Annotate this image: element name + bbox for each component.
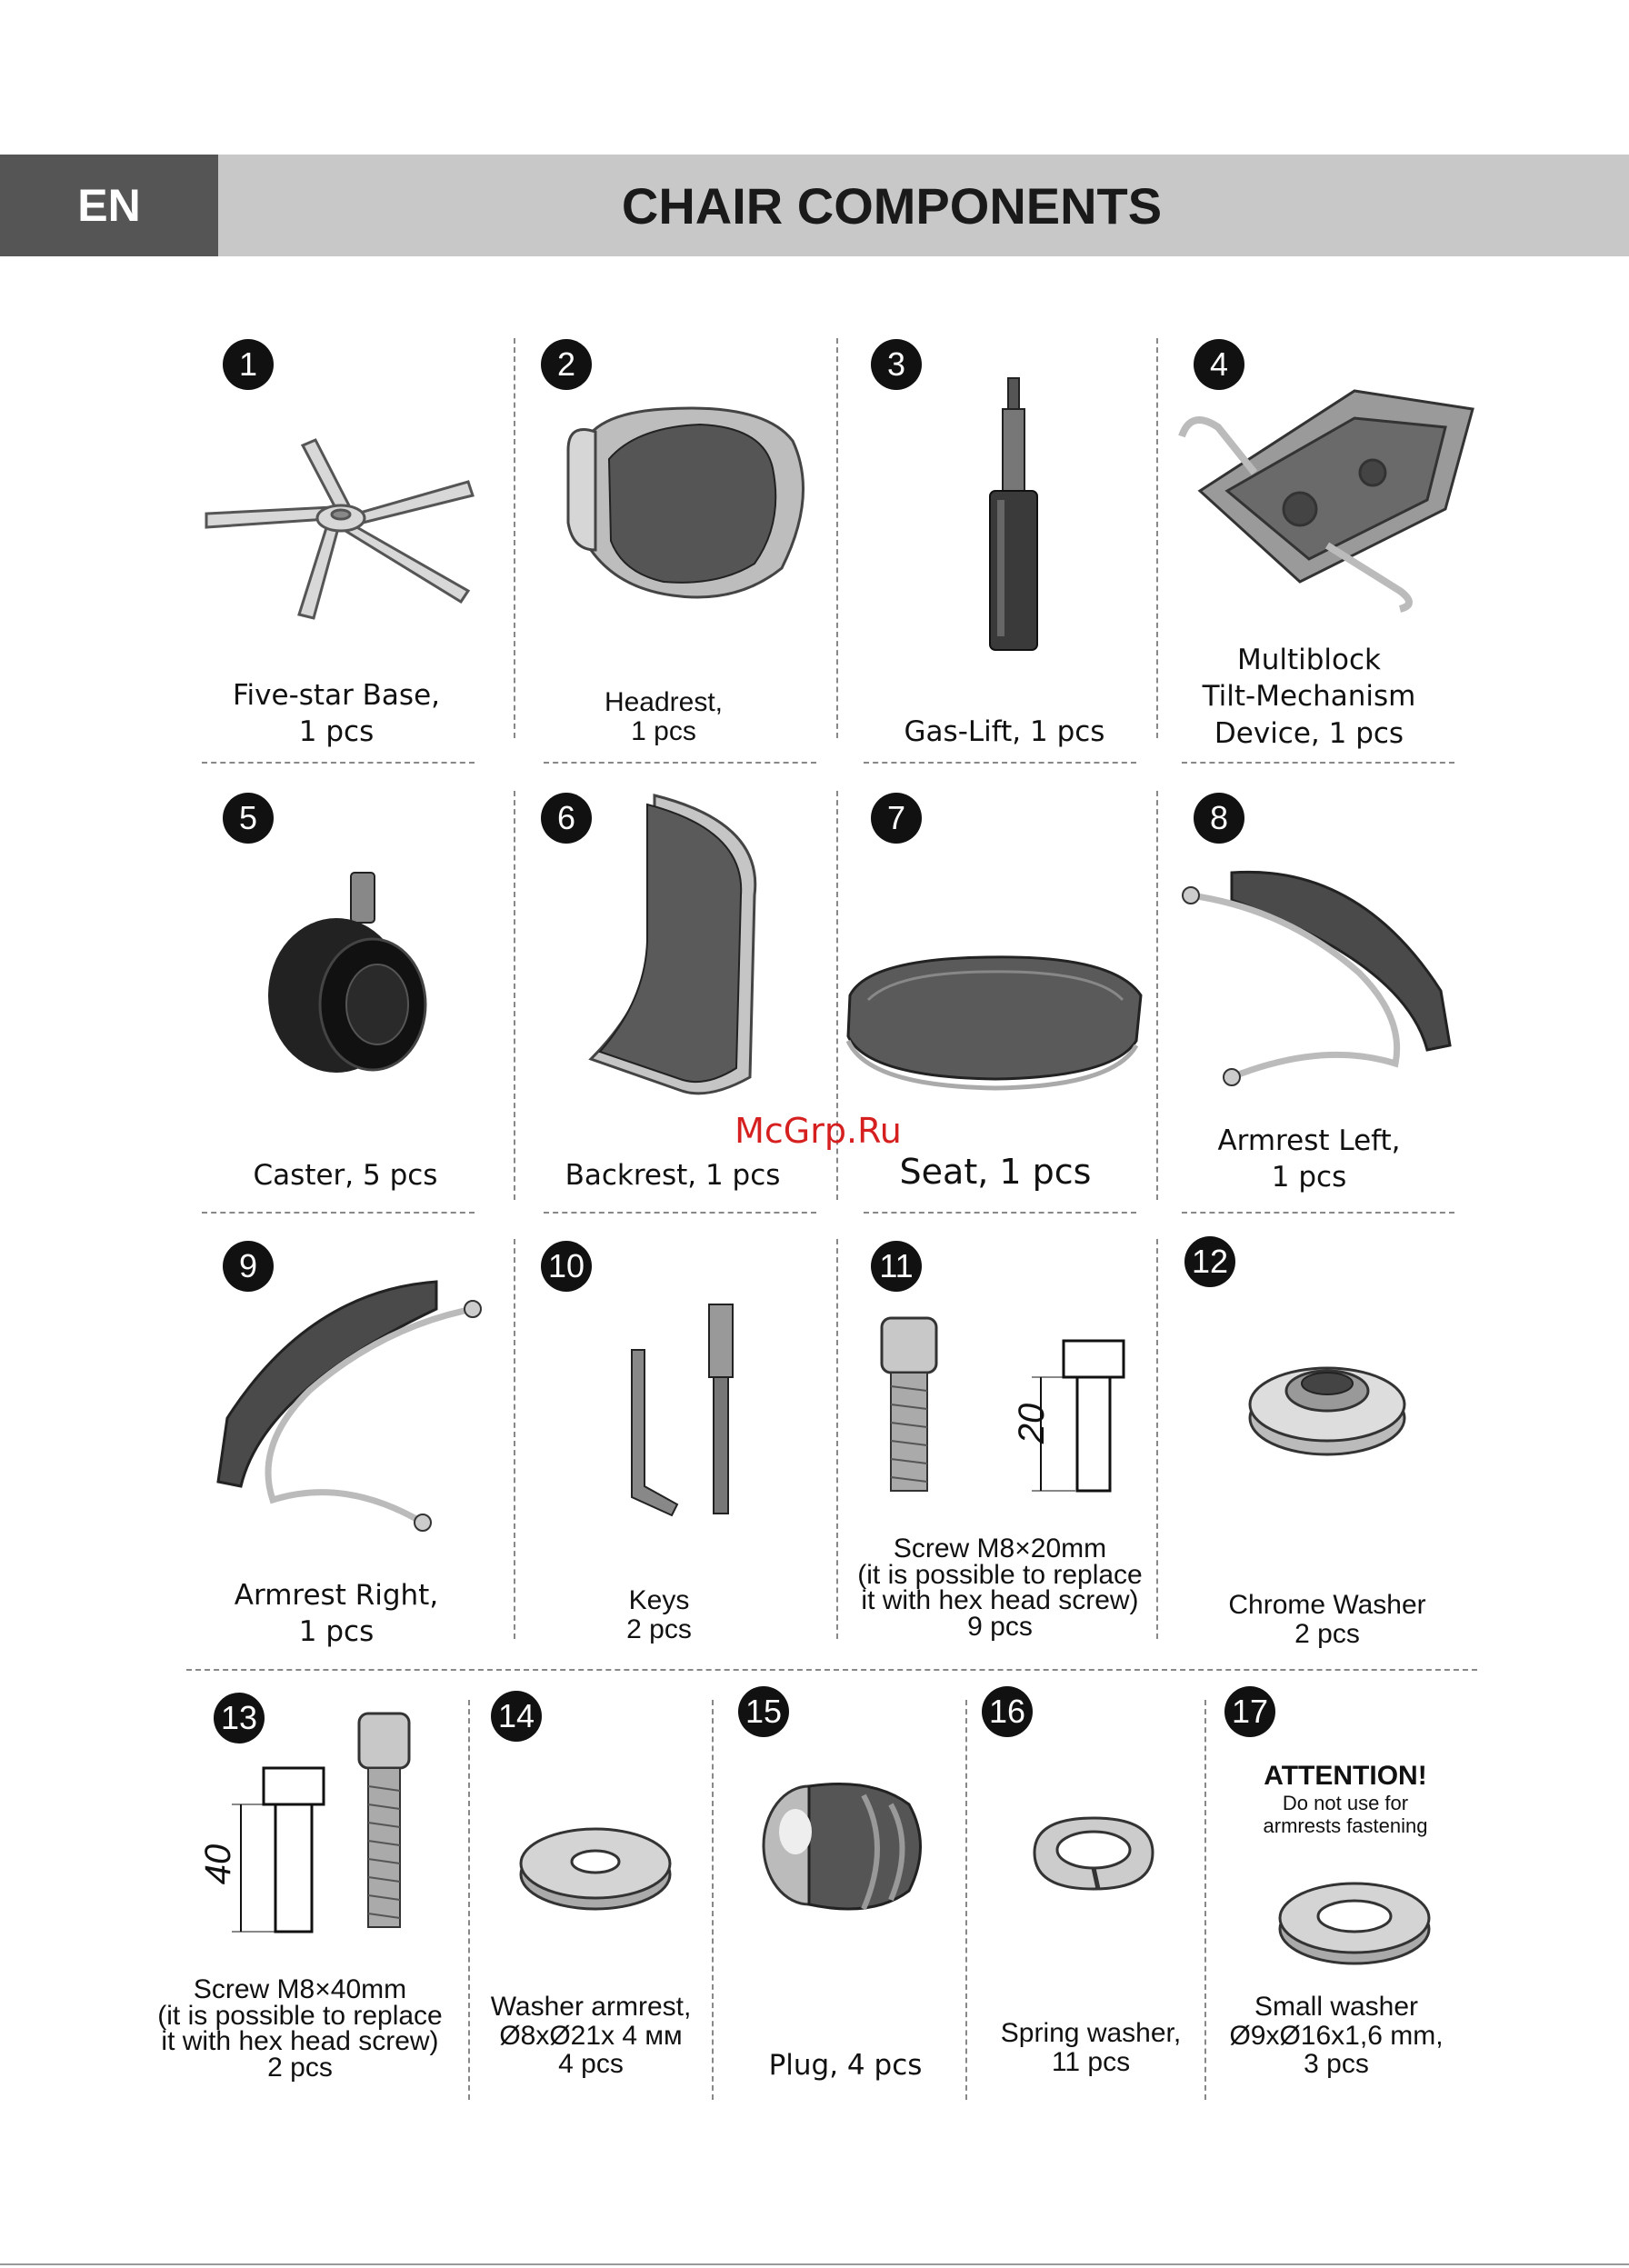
component-label: Screw M8×20mm (it is possible to replace it with hex head screw) 9 pcs [857, 1534, 1143, 1642]
attention-title: ATTENTION! [1264, 1761, 1427, 1791]
footer-divider [0, 2263, 1629, 2265]
divider [965, 1700, 967, 2100]
backrest-illustration [573, 786, 782, 1114]
item-number: 12 [1184, 1236, 1235, 1287]
divider [1156, 338, 1158, 738]
divider [544, 762, 816, 764]
dimension-label: 20 [1012, 1403, 1052, 1444]
component-label: Headrest, 1 pcs [604, 687, 724, 746]
component-label: Small washer Ø9xØ16x1,6 mm, 3 pcs [1229, 1992, 1444, 2079]
seat-illustration [841, 941, 1150, 1095]
divider [1182, 762, 1454, 764]
item-number: 13 [214, 1693, 265, 1743]
component-label: Five-star Base, 1 pcs [232, 679, 441, 749]
divider [836, 338, 838, 738]
item-number: 5 [223, 793, 274, 844]
divider [1182, 1212, 1454, 1214]
component-label: Chrome Washer 2 pcs [1228, 1590, 1426, 1649]
chrome-washer-illustration [1245, 1354, 1409, 1464]
washer-armrest-illustration [514, 1818, 677, 1918]
tilt-mechanism-illustration [1173, 373, 1482, 627]
divider [514, 791, 515, 1200]
divider [202, 1212, 475, 1214]
language-badge: EN [0, 155, 218, 256]
component-label: Spring washer, 11 pcs [1000, 2018, 1182, 2077]
component-label: Gas-Lift, 1 pcs [904, 715, 1105, 748]
attention-note [1209, 1761, 1482, 1838]
item-number: 11 [871, 1241, 922, 1292]
divider [186, 1669, 1477, 1671]
item-number: 4 [1194, 339, 1244, 390]
item-number: 16 [982, 1686, 1033, 1737]
divider [514, 338, 515, 738]
gas-lift-illustration [977, 373, 1050, 654]
screw-m8x40-illustration [209, 1704, 445, 1941]
component-label: Armrest Left, 1 pcs [1217, 1124, 1401, 1194]
item-number: 2 [541, 339, 592, 390]
component-label: Screw M8×40mm (it is possible to replace it with hex head screw) 2 pcs [157, 1974, 443, 2083]
component-label: Keys 2 pcs [626, 1585, 692, 1644]
divider [1204, 1700, 1206, 2100]
page-title: CHAIR COMPONENTS [621, 176, 1163, 235]
armrest-right-illustration [200, 1273, 491, 1536]
component-label: Caster, 5 pcs [253, 1159, 438, 1192]
five-star-base-illustration [195, 427, 486, 645]
item-number: 8 [1194, 793, 1244, 844]
divider [202, 762, 475, 764]
component-label: Multiblock Tilt-Mechanism Device, 1 pcs [1202, 644, 1416, 750]
item-number: 14 [491, 1691, 542, 1742]
small-washer-illustration [1273, 1873, 1436, 1973]
divider [864, 1212, 1136, 1214]
attention-text: Do not use for armrests fastening [1263, 1792, 1428, 1838]
item-number: 15 [738, 1686, 789, 1737]
component-label: Washer armrest, Ø8xØ21x 4 мм 4 pcs [490, 1992, 692, 2079]
armrest-left-illustration [1177, 854, 1468, 1100]
item-number: 6 [541, 793, 592, 844]
item-number: 3 [871, 339, 922, 390]
headrest-illustration [555, 395, 809, 614]
item-number: 10 [541, 1241, 592, 1292]
divider [864, 762, 1136, 764]
divider [544, 1212, 816, 1214]
plug-illustration [755, 1773, 936, 1936]
screw-m8x20-illustration [868, 1309, 1141, 1518]
caster-illustration [264, 868, 445, 1086]
component-label: Armrest Right, 1 pcs [234, 1579, 439, 1649]
spring-washer-illustration [1025, 1809, 1162, 1900]
divider [836, 1239, 838, 1639]
keys-illustration [614, 1295, 759, 1523]
dimension-label: 40 [198, 1843, 238, 1885]
component-label: Plug, 4 pcs [768, 2049, 923, 2082]
page-header [0, 155, 1629, 256]
divider [514, 1239, 515, 1639]
item-number: 7 [871, 793, 922, 844]
item-number: 9 [223, 1241, 274, 1292]
component-label: Backrest, 1 pcs [565, 1159, 781, 1192]
watermark-text: McGrp.Ru [735, 1111, 902, 1151]
item-number: 17 [1224, 1686, 1275, 1737]
component-label: Seat, 1 pcs [899, 1152, 1092, 1192]
divider [1156, 791, 1158, 1200]
item-number: 1 [223, 339, 274, 390]
